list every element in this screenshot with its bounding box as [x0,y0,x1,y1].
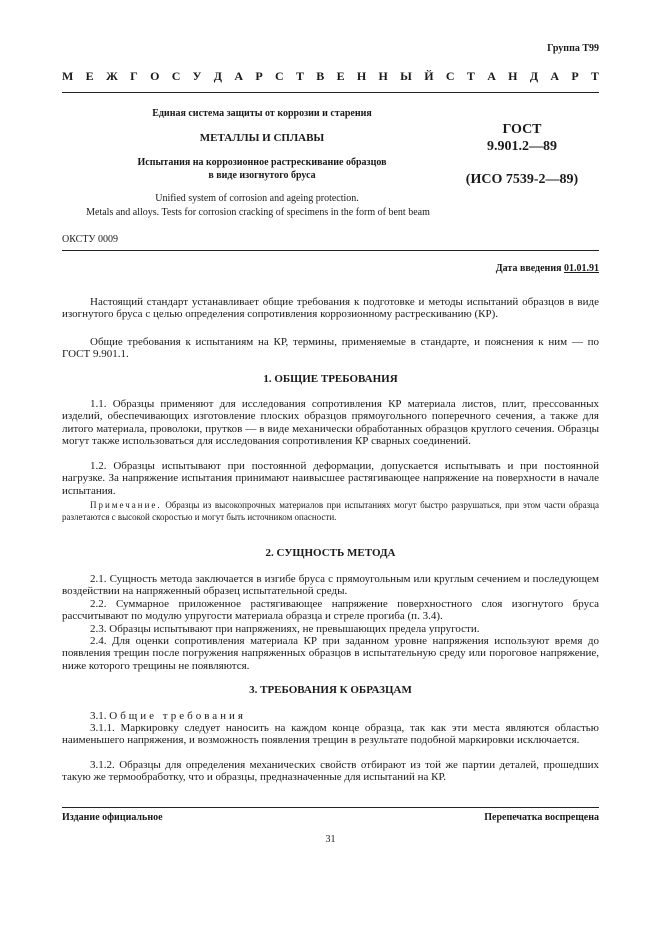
english-title-line2: Metals and alloys. Tests for corrosion cracking of specimens in the form of bent beam [86,207,430,218]
paragraph-2-2: 2.2. Суммарное приложенное растягивающее напряжение поверхностного слоя изогнутого бруса рассчитывают по модулю упругости материала образца и стреле прогиба (п. 3.4). [62,598,599,623]
paragraph-2-4: 2.4. Для оценки сопротивления материала КР при заданном уровне напряжения используют время до появления трещин после погружения напряженных образцов в испытательную среду или пороговое напряжение, ниже которого трещины не появляются. [62,635,599,672]
note [62,500,599,523]
section-3-heading: 3. ТРЕБОВАНИЯ К ОБРАЗЦАМ [249,684,412,696]
okstu-rule [62,250,599,251]
introduction-date-value: 01.01.91 [564,263,599,274]
interstate-standard-banner: М Е Ж Г О С У Д А Р С Т В Е Н Н Ы Й С Т А Н Д А Р Т [62,69,599,83]
test-title-line2: в виде изогнутого бруса [208,170,316,181]
paragraph-3-1-1: 3.1.1. Маркировку следует наносить на каждом конце образца, так как эти места являются областью наименьшего напряжения, и возможность появления трещин в результате подобной маркировки исключается. [62,722,599,747]
paragraph-1-2: 1.2. Образцы испытывают при постоянной деформации, допускается испытывать и при постоянной нагрузке. За напряжение испытания принимают наивысшее растягивающее напряжение на поверхности в начале испытания. [62,460,599,497]
introduction-label: Дата введения [495,263,562,274]
subject-title: МЕТАЛЛЫ И СПЛАВЫ [199,132,325,144]
iso-number: (ИСО 7539-2—89) [465,172,579,187]
system-title: Единая система защиты от коррозии и старения [152,108,372,119]
page-number: 31 [325,834,336,845]
reprint-notice: Перепечатка воспрещена [484,812,599,823]
english-title-line1: Unified system of corrosion and ageing protection. [155,193,359,204]
intro-paragraph: Настоящий стандарт устанавливает общие требования к подготовке и методы испытаний образцов в виде изогнутого бруса с целью определения сопротивления коррозионному растрескиванию (КР). [62,296,599,321]
note-text: Образцы из высокопрочных материалов при испытаниях могут быстро разрушаться, при этом части образца разлетаются с высокой скоростью и могут быть источником опасности. [62,500,599,522]
note-label: Примечание. [90,500,162,510]
group-code: Группа Т99 [547,43,599,54]
paragraph-2-1: 2.1. Сущность метода заключается в изгибе бруса с прямоугольным или круглым сечением и последующем воздействии на напряженный образец испытательной среды. [62,573,599,598]
subsection-title: Общие требования [109,710,246,722]
subsection-number: 3.1. [90,710,107,722]
paragraph-3-1-2: 3.1.2. Образцы для определения механических свойств отбирают из той же партии деталей, прошедших такую же термообработку, что и образцы, предназначенные для испытаний на КР. [62,759,599,784]
gost-label: ГОСТ [502,122,542,137]
okstu-code: ОКСТУ 0009 [62,234,119,245]
introduction-date [496,263,599,274]
official-edition: Издание официальное [62,812,163,823]
paragraph-1-1: 1.1. Образцы применяют для исследования сопротивления КР материала листов, плит, прессованных изделий, обеспечивающих изготовление плоских образцов прямоугольного поперечного сечения, а также для литого материала, проволоки, прутков — в виде механически обработанных образцов круглого сечения. Образцы могут также использоваться для исследования сопротивления КР сварных соединений. [62,398,599,447]
intro-paragraph: Общие требования к испытаниям на КР, термины, применяемые в стандарте, и пояснения к ним — по ГОСТ 9.901.1. [62,336,599,361]
test-title-line1: Испытания на коррозионное растрескивание образцов [137,157,387,168]
document-page [62,0,599,936]
section-2-heading: 2. СУЩНОСТЬ МЕТОДА [265,547,396,559]
subsection-3-1-title [62,710,599,722]
gost-number: 9.901.2—89 [487,139,557,154]
section-1-heading: 1. ОБЩИЕ ТРЕБОВАНИЯ [263,373,398,385]
paragraph-2-3: 2.3. Образцы испытывают при напряжениях, не превышающих предела упругости. [90,623,480,635]
footer-rule [62,807,599,808]
header-rule [62,92,599,93]
